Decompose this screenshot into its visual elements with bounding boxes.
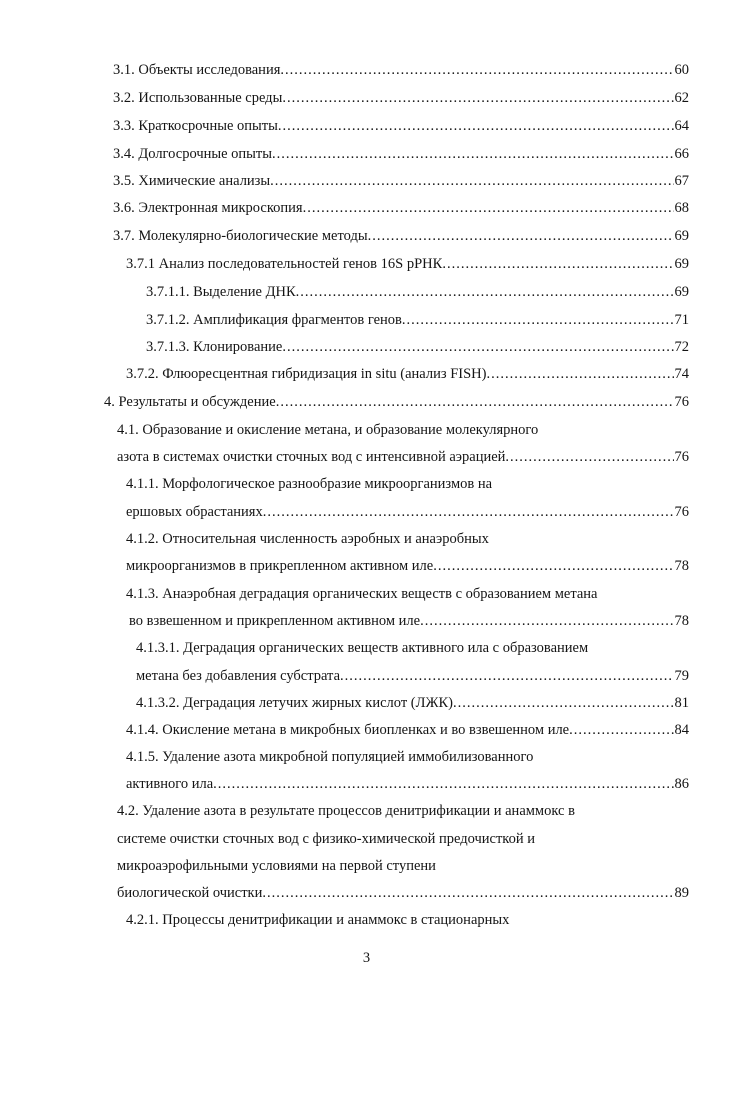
toc-entry [113,90,689,112]
toc-entry-title: 3.5. Химические анализы [113,173,271,189]
toc-entry-title-continued: ершовых обрастаниях [126,504,263,520]
toc-page-number: 64 [674,118,689,134]
toc-entry [126,558,689,580]
dot-leader [569,722,673,739]
toc-entry [126,504,689,526]
toc-page-number: 72 [674,339,689,355]
toc-entry-title: 4.1.3.1. Деградация органических веществ активного ила с образованием [136,640,589,656]
toc-entry [113,173,689,195]
toc-page-number: 69 [674,284,689,300]
toc-entry-title: 3.7.1 Анализ последовательностей генов 16S рРНК [126,256,443,272]
toc-page-number: 84 [674,722,689,738]
toc-entry-title: 4.1.3.2. Деградация летучих жирных кислот (ЛЖК) [136,695,453,711]
toc-entry-title-continued: микроаэрофильными условиями на первой ступени [117,858,436,874]
dot-leader [296,284,674,301]
toc-entry-title: 3.7.1.2. Амплификация фрагментов генов [146,312,402,328]
toc-entry [126,776,689,798]
toc-page-number: 68 [674,200,689,216]
toc-entry-line [126,476,492,498]
toc-entry-title-continued: активного ила [126,776,214,792]
page-number: 3 [362,950,371,966]
dot-leader [278,118,674,135]
toc-entry-line [117,858,436,880]
dot-leader [486,366,673,383]
toc-entry [146,284,689,306]
toc-page-number: 76 [674,449,689,465]
toc-entry [113,118,689,140]
toc-entry-line [126,749,533,771]
dot-leader [340,668,673,685]
toc-entry-title-continued: метана без добавления субстрата [136,668,341,684]
toc-entry [146,312,689,334]
toc-entry-line [117,422,538,444]
dot-leader [505,449,673,466]
toc-entry [117,885,689,907]
toc-entry [136,695,689,717]
toc-entry-title: 4.2.1. Процессы денитрификации и анаммокс в стационарных [126,912,510,928]
dot-leader [282,339,673,356]
toc-entry-title: 4.1.2. Относительная численность аэробных и анаэробных [126,531,489,547]
toc-page-number: 67 [674,173,689,189]
toc-entry-title: 3.7.1.1. Выделение ДНК [146,284,296,300]
toc-page-number: 76 [674,394,689,410]
toc-entry-title: 3.1. Объекты исследования [113,62,281,78]
toc-entry-title: 3.6. Электронная микроскопия [113,200,303,216]
toc-entry-title: 4.1.3. Анаэробная деградация органических веществ с образованием метана [126,586,598,602]
toc-entry-line [126,912,509,934]
toc-entry [126,366,689,388]
toc-entry [129,613,689,635]
toc-entry [126,256,689,278]
dot-leader [282,90,673,107]
toc-entry-title: 4. Результаты и обсуждение [104,394,276,410]
toc-entry-title-continued: микроорганизмов в прикрепленном активном иле [126,558,434,574]
dot-leader [270,173,673,190]
toc-entry-title: 3.2. Использованные среды [113,90,283,106]
toc-page-number: 78 [674,613,689,629]
toc-entry-title: 3.7. Молекулярно-биологические методы [113,228,368,244]
toc-page-number: 81 [674,695,689,711]
toc-entry-title: 4.1.4. Окисление метана в микробных биопленках и во взвешенном иле [126,722,570,738]
toc-page-number: 62 [674,90,689,106]
toc-page-number: 69 [674,256,689,272]
toc-page-number: 66 [674,146,689,162]
toc-entry-title: 4.1.5. Удаление азота микробной популяцией иммобилизованного [126,749,534,765]
dot-leader [303,200,674,217]
toc-entry-title-continued: системе очистки сточных вод с физико-химической предочисткой и [117,831,536,847]
dot-leader [402,312,674,329]
dot-leader [420,613,673,630]
toc-entry-line [117,831,535,853]
toc-entry [117,449,689,471]
toc-entry-line [136,640,588,662]
toc-entry-title-continued: азота в системах очистки сточных вод с интенсивной аэрацией [117,449,506,465]
toc-page-number: 74 [674,366,689,382]
toc-page-number: 86 [674,776,689,792]
dot-leader [213,776,673,793]
dot-leader [276,394,674,411]
dot-leader [368,228,674,245]
toc-entry-title-continued: биологической очистки [117,885,263,901]
toc-page-number: 69 [674,228,689,244]
toc-entry-title: 4.2. Удаление азота в результате процессов денитрификации и анаммокс в [117,803,575,819]
toc-page-number: 79 [674,668,689,684]
dot-leader [263,504,674,521]
toc-entry-title: 3.7.1.3. Клонирование [146,339,283,355]
toc-entry [113,146,689,168]
toc-entry [113,200,689,222]
dot-leader [433,558,673,575]
toc-entry-title: 4.1. Образование и окисление метана, и образование молекулярного [117,422,539,438]
toc-entry-line [117,803,575,825]
toc-page-number: 71 [674,312,689,328]
dot-leader [262,885,673,902]
toc-entry-line [126,531,489,553]
toc-entry-line [126,586,597,608]
dot-leader [280,62,673,79]
toc-entry-title: 3.7.2. Флюоресцентная гибридизация in situ (анализ FISH) [126,366,487,382]
toc-entry [126,722,689,744]
dot-leader [453,695,674,712]
toc-entry-title-continued: во взвешенном и прикрепленном активном иле [129,613,421,629]
dot-leader [272,146,673,163]
toc-page-number: 78 [674,558,689,574]
toc-entry [146,339,689,361]
toc-page-number: 60 [674,62,689,78]
toc-entry-title: 3.4. Долгосрочные опыты [113,146,273,162]
toc-page-number: 76 [674,504,689,520]
toc-entry-title: 4.1.1. Морфологическое разнообразие микроорганизмов на [126,476,493,492]
dot-leader [442,256,673,273]
toc-entry [104,394,689,416]
toc-entry [113,228,689,250]
toc-entry [113,62,689,84]
toc-entry [136,668,689,690]
toc-entry-title: 3.3. Краткосрочные опыты [113,118,278,134]
toc-page-number: 89 [674,885,689,901]
